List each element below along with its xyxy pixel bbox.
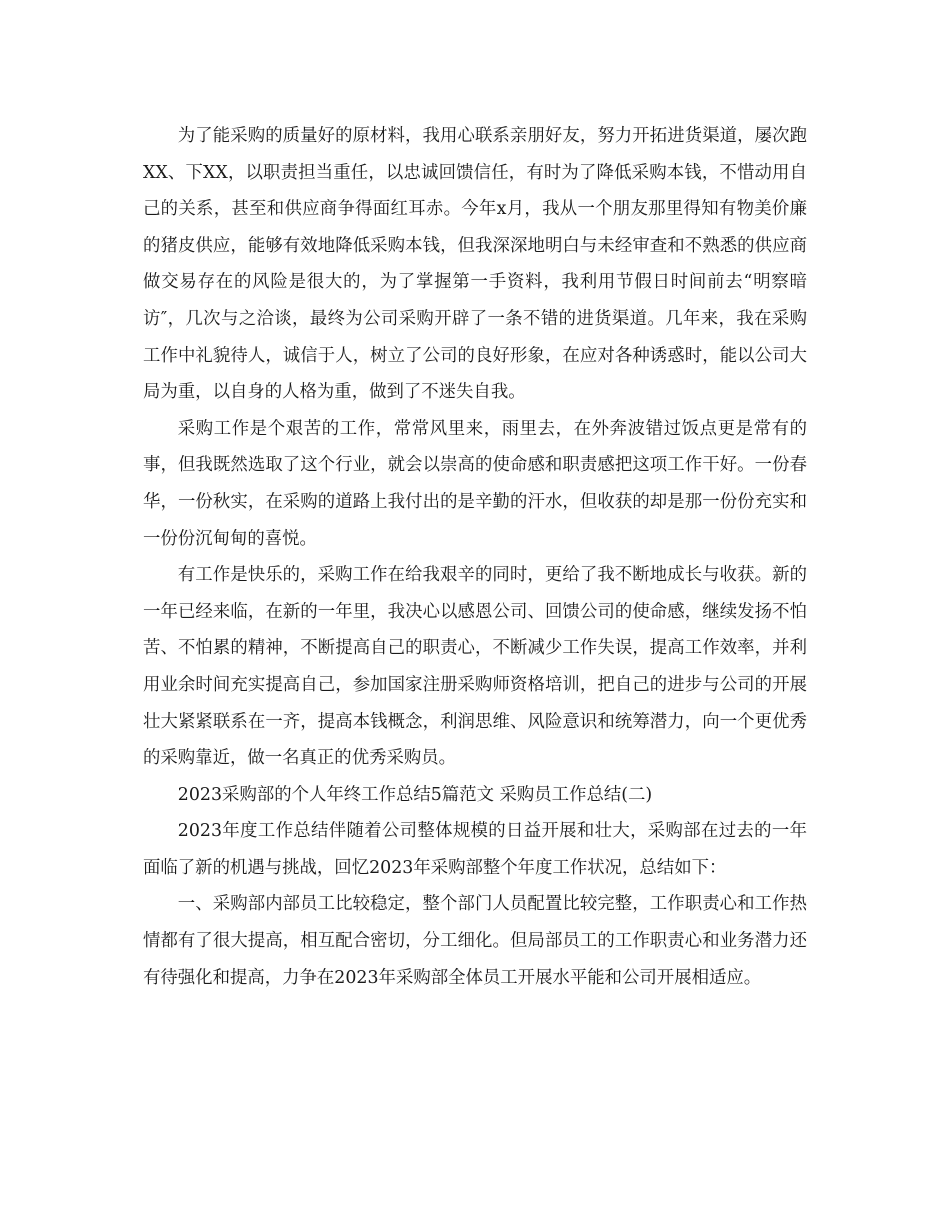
- paragraph-hardship: 采购工作是个艰苦的工作，常常风里来，雨里去，在外奔波错过饭点更是常有的事，但我既然选取了这个行业，就会以崇高的使命感和职责感把这项工作干好。一份春华，一份秋实，在采购的道路上我付出的是辛勤的汗水，但收获的却是那一份份充实和一份份沉甸甸的喜悦。: [143, 418, 807, 549]
- paragraph-staff: 一、采购部内部员工比较稳定，整个部门人员配置比较完整，工作职责心和工作热情都有了很大提高，相互配合密切，分工细化。但局部员工的工作职责心和业务潜力还有待强化和提高，力争在2023年采购部全体员工开展水平能和公司开展相适应。: [143, 894, 807, 988]
- paragraph-sourcing: 为了能采购的质量好的原材料，我用心联系亲朋好友，努力开拓进货渠道，屡次跑XX、下XX，以职责担当重任，以忠诚回馈信任，有时为了降低采购本钱，不惜动用自己的关系，甚至和供应商争得面红耳赤。今年x月，我从一个朋友那里得知有物美价廉的猪皮供应，能够有效地降低采购本钱，但我深深地明白与未经审查和不熟悉的供应商做交易存在的风险是很大的，为了掌握第一手资料，我利用节假日时间前去“明察暗访″，几次与之洽谈，最终为公司采购开辟了一条不错的进货渠道。几年来，我在采购工作中礼貌待人，诚信于人，树立了公司的良好形象，在应对各种诱惑时，能以公司大局为重，以自身的人格为重，做到了不迷失自我。: [143, 126, 807, 403]
- document-body: [143, 118, 807, 996]
- paragraph-annual-intro: 2023年度工作总结伴随着公司整体规模的日益开展和壮大，采购部在过去的一年面临了新的机遇与挑战，回忆2023年采购部整个年度工作状况，总结如下：: [143, 821, 807, 878]
- section-heading: 2023采购部的个人年终工作总结5篇范文 采购员工作总结(二): [177, 784, 653, 805]
- paragraph-outlook: 有工作是快乐的，采购工作在给我艰辛的同时，更给了我不断地成长与收获。新的一年已经来临，在新的一年里，我决心以感恩公司、回馈公司的使命感，继续发扬不怕苦、不怕累的精神，不断提高自己的职责心，不断减少工作失误，提高工作效率，并利用业余时间充实提高自己，参加国家注册采购师资格培训，把自己的进步与公司的开展壮大紧紧联系在一齐，提高本钱概念，利润思维、风险意识和统筹潜力，向一个更优秀的采购靠近，做一名真正的优秀采购员。: [143, 565, 807, 769]
